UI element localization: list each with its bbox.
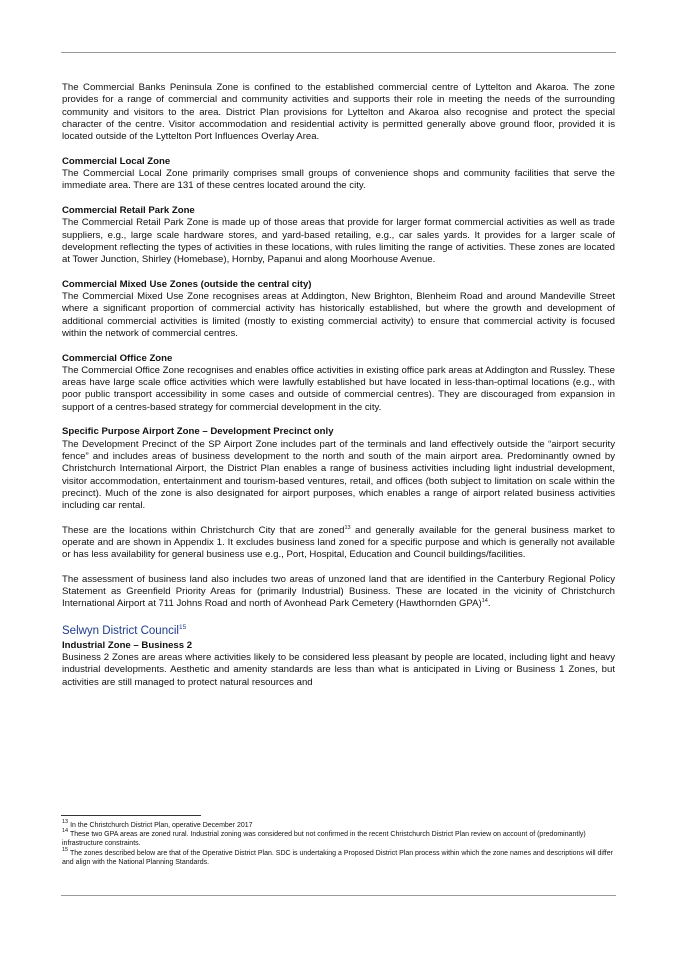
footnotes [62,821,615,867]
footnote-text: In the Christchurch District Plan, operative December 2017 [68,822,253,829]
footnote-ref-15[interactable]: 15 [178,623,187,631]
section-body: Business 2 Zones are areas where activities likely to be considered less pleasant by people are located, including light and heavy industrial developments. Aesthetic and amenity standards are less than what is anticipated in Living or Business 1 Zones, but activities are still managed to protect natural resources and [62,652,615,688]
section-body: The Commercial Mixed Use Zone recognises areas at Addington, New Brighton, Blenheim Road and around Mandeville Street where a significant proportion of commercial activity has historically established, but where the growth and development of additional commercial activities is limited (mostly to existing commercial activity) to ensure that commercial activity is focused within the network of commercial centres. [62,291,615,339]
footnote-number: 14 [62,828,69,835]
section-heading: Commercial Mixed Use Zones (outside the central city) [62,278,312,290]
page-body [62,82,615,689]
footer-rule [61,895,616,896]
section-heading: Industrial Zone – Business 2 [62,639,193,651]
footnote-text: These two GPA areas are zoned rural. Industrial zoning was considered but not confirmed in the recent Christchurch District Plan review on account of (predominantly) infrastructure constraints. [62,831,586,848]
header-rule [61,52,616,53]
footnote-text: The zones described below are that of the Operative District Plan. SDC is undertaking a Proposed District Plan process within which the zone names and descriptions will differ and align with the National Planning Standards. [62,849,613,866]
council-title: Selwyn District Council [62,624,179,637]
section-body: The Development Precinct of the SP Airport Zone includes part of the terminals and land effectively outside the “airport security fence” and includes areas of business development to the north and south of the main airport area. Predominantly owned by Christchurch International Airport, the District Plan enables a range of business activities including light industrial development, visitor accommodation, entertainment and tourism-based ventures, retail, and offices (both subject to limitation on scale within the precinct). Much of the zone is also designated for airport purposes, which enables a range of airport related business activities including car rental. [62,438,615,512]
section-body: The Commercial Retail Park Zone is made up of those areas that provide for larger format commercial activities as well as trade suppliers, e.g., large scale hardware stores, and yard-based retailing, e.g., car sales yards. It provides for a larger scale of development reflecting the types of activities in these locations, with rules limiting the range of activities. These zones are located at Tower Junction, Shirley (Homebase), Hornby, Papanui and along Moorhouse Avenue. [62,217,615,266]
locations-paragraph [62,525,615,562]
section-heading: Commercial Local Zone [62,155,171,167]
section-heading: Specific Purpose Airport Zone – Development Precinct only [62,426,334,438]
footnote-number: 15 [62,846,69,853]
unzoned-text-a: The assessment of business land also includes two areas of unzoned land that are identified in the Canterbury Regional Policy Statement as Greenfield Priority Areas for (primarily Industrial) Business. These are located in the vicinity of Christchurch International Airport at 711 Johns Road and north of Avonhead Park Cemetery (Hawthornden GPA) [62,573,615,610]
footnote [62,846,615,867]
section-body: The Commercial Office Zone recognises and enables office activities in existing office park areas at Addington and Russley. These areas have large scale office activities which were lawfully established but have located in less-than-optimal locations (e.g., with poor public transport accessibility in some cases and outside of commercial centres). They are discouraged from expansion in support of a centres-based strategy for commercial development in the city. [62,364,615,413]
section-heading: Commercial Retail Park Zone [62,204,195,216]
section-heading: Commercial Office Zone [62,352,173,364]
locations-text-b: and generally available for the general business market to operate and are shown in Appendix 1. It excludes business land zoned for a specific purpose and which is generally not available or has less availability for general business use e.g., Port, Hospital, Education and Council buildings/facilities. [62,524,615,561]
unzoned-paragraph [62,574,615,611]
footnote [62,821,615,830]
footnote-number: 13 [62,819,69,825]
section-body: The Commercial Local Zone primarily comprises small groups of convenience shops and community facilities that serve the immediate area. There are 131 of these centres located around the city. [62,168,615,192]
footnote-ref-13[interactable]: 13 [344,524,351,531]
intro-paragraph: The Commercial Banks Peninsula Zone is confined to the established commercial centre of Lyttelton and Akaroa. The zone provides for a range of commercial and community activities and supports their role in meeting the needs of the surrounding community and visitors to the area. District Plan provisions for Lyttelton and Akaroa also recognise and protect the special character of the centre. Visitor accommodation and residential activity is permitted generally above ground floor, provided it is located outside of the Lyttelton Port Influences Overlay Area. [62,82,615,143]
council-heading [62,624,615,638]
locations-text-a: These are the locations within Christchurch City that are zoned [62,524,345,536]
footnote-rule [61,815,201,816]
footnote-ref-14[interactable]: 14 [481,598,488,605]
unzoned-text-b: . [487,598,491,610]
footnote [62,830,615,848]
